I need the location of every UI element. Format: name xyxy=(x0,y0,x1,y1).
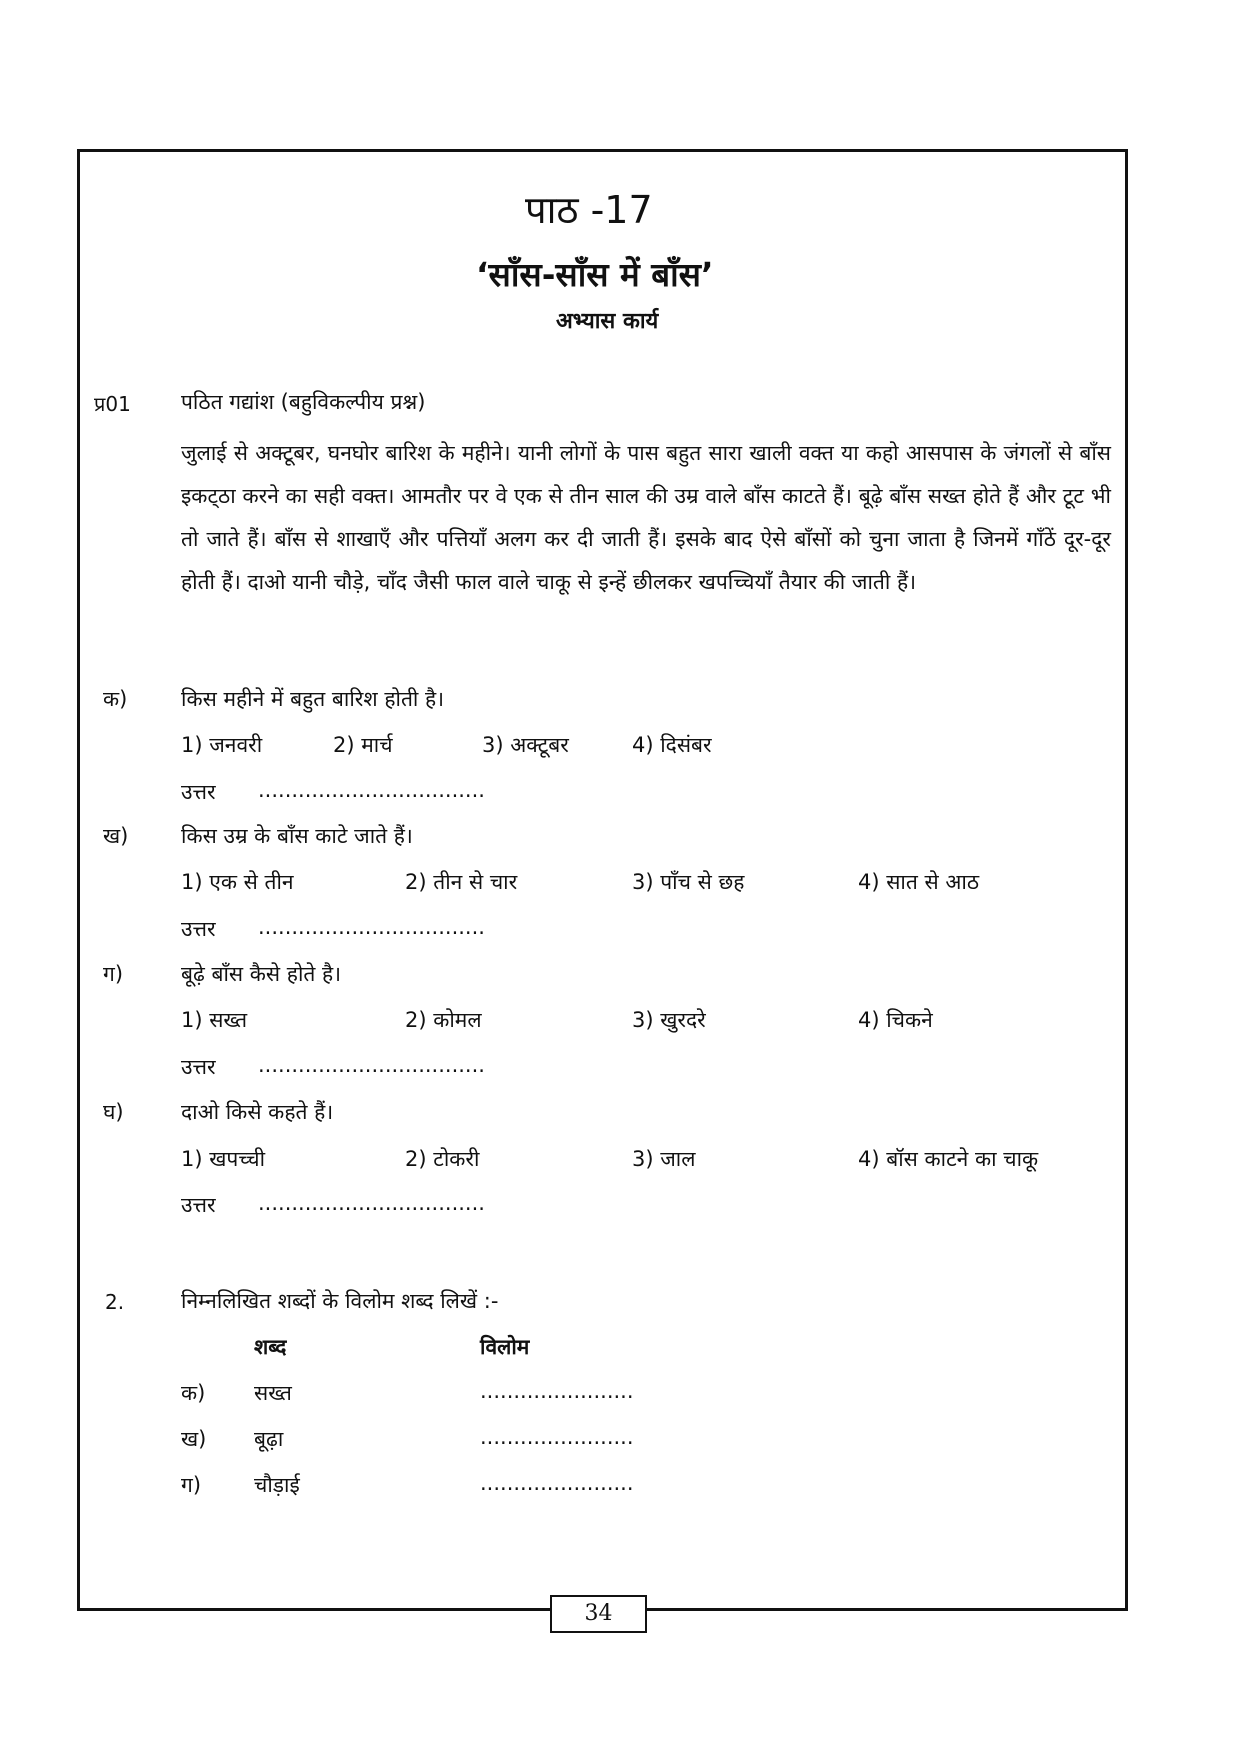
q1b-option-1: 1) एक से तीन xyxy=(181,870,294,894)
q1b-option-4: 4) सात से आठ xyxy=(858,870,980,894)
q1c-marker: ग) xyxy=(103,962,124,986)
q1a-text: किस महीने में बहुत बारिश होती है। xyxy=(181,687,445,711)
q1c-option-2: 2) कोमल xyxy=(405,1008,482,1032)
page-number: 34 xyxy=(550,1595,647,1633)
col-header-antonym: विलोम xyxy=(480,1335,530,1359)
q1d-option-3: 3) जाल xyxy=(632,1147,696,1171)
q1b-answer-label: उत्तर xyxy=(181,917,216,941)
q2c-word: चौड़ाई xyxy=(254,1473,300,1497)
q1d-option-4: 4) बॉस काटने का चाकू xyxy=(858,1147,1039,1171)
col-header-word: शब्द xyxy=(254,1335,287,1359)
q1d-option-2: 2) टोकरी xyxy=(405,1147,480,1171)
lesson-title: ‘साँस-साँस में बाँस’ xyxy=(476,255,714,294)
q1d-answer-label: उत्तर xyxy=(181,1193,216,1217)
q1a-option-1: 1) जनवरी xyxy=(181,733,263,757)
q1b-marker: ख) xyxy=(103,824,129,848)
q1-label: प्र01 xyxy=(94,392,131,416)
q2a-word: सख्त xyxy=(254,1381,292,1405)
q1c-option-4: 4) चिकने xyxy=(858,1008,933,1032)
q1b-text: किस उम्र के बाँस काटे जाते हैं। xyxy=(181,824,413,848)
q2-label: 2. xyxy=(105,1290,125,1314)
q1d-marker: घ) xyxy=(103,1100,124,1124)
q1a-answer-blank[interactable]: .................................. xyxy=(258,778,485,802)
q1c-option-3: 3) खुरदरे xyxy=(632,1008,706,1032)
q1b-option-2: 2) तीन से चार xyxy=(405,870,518,894)
q1d-answer-blank[interactable]: .................................. xyxy=(258,1191,485,1215)
worksheet-subtitle: अभ्यास कार्य xyxy=(556,309,659,334)
q2b-antonym-blank[interactable]: ....................... xyxy=(480,1425,634,1449)
q2a-marker: क) xyxy=(181,1381,206,1405)
lesson-number: पाठ -17 xyxy=(525,188,653,232)
q1a-option-2: 2) मार्च xyxy=(333,733,393,757)
q2-heading: निम्नलिखित शब्दों के विलोम शब्द लिखें :- xyxy=(181,1289,499,1313)
q1c-answer-label: उत्तर xyxy=(181,1055,216,1079)
q1-heading: पठित गद्यांश (बहुविकल्पीय प्रश्न) xyxy=(181,390,426,414)
q1a-answer-label: उत्तर xyxy=(181,780,216,804)
q1b-answer-blank[interactable]: .................................. xyxy=(258,915,485,939)
q1c-text: बूढ़े बाँस कैसे होते है। xyxy=(181,962,342,986)
q2c-antonym-blank[interactable]: ....................... xyxy=(480,1471,634,1495)
q1c-option-1: 1) सख्त xyxy=(181,1008,248,1032)
q2a-antonym-blank[interactable]: ....................... xyxy=(480,1379,634,1403)
q1d-text: दाओ किसे कहते हैं। xyxy=(181,1100,334,1124)
q1a-option-4: 4) दिसंबर xyxy=(632,733,712,757)
q1a-marker: क) xyxy=(103,687,128,711)
q2c-marker: ग) xyxy=(181,1473,202,1497)
q1a-option-3: 3) अक्टूबर xyxy=(482,733,569,757)
q1-passage: जुलाई से अक्टूबर, घनघोर बारिश के महीने। यानी लोगों के पास बहुत सारा खाली वक्त या कहो आसपास के जंगलों से बाँस इकट्‌ठा करने का सही वक्त। आमतौर पर वे एक से तीन साल की उम्र वाले बाँस काटते हैं। बूढ़े बाँस सख्त होते हैं और टूट भी तो जाते हैं। बाँस से शाखाएँ और पत्तियाँ अलग कर दी जाती हैं। इसके बाद ऐसे बाँसों को चुना जाता है जिनमें गाँठें दूर-दूर होती हैं। दाओ यानी चौड़े, चाँद जैसी फाल वाले चाकू से इन्हें छीलकर खपच्चियाँ तैयार की जाती हैं। xyxy=(181,441,1111,594)
q2b-word: बूढ़ा xyxy=(254,1427,284,1451)
q2b-marker: ख) xyxy=(181,1427,207,1451)
q1d-option-1: 1) खपच्ची xyxy=(181,1147,266,1171)
q1b-option-3: 3) पाँच से छह xyxy=(632,870,745,894)
q1c-answer-blank[interactable]: .................................. xyxy=(258,1053,485,1077)
